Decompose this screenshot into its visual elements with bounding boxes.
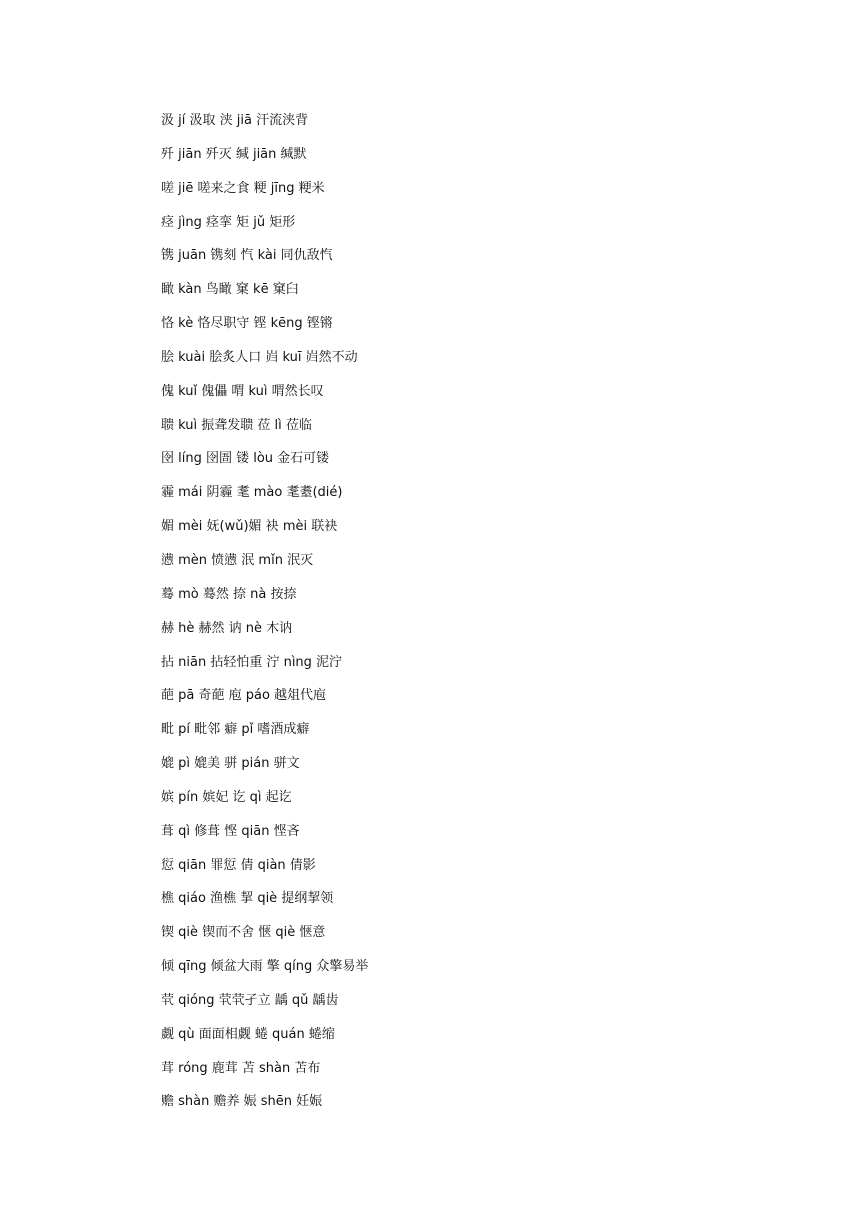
list-item: 脍 kuài 脍炙人口 岿 kuī 岿然不动: [161, 349, 358, 365]
list-item: 愆 qiān 罪愆 倩 qiàn 倩影: [161, 857, 316, 873]
list-item: 瞰 kàn 鸟瞰 窠 kē 窠臼: [161, 282, 299, 298]
list-item: 赡 shàn 赡养 娠 shēn 妊娠: [161, 1094, 323, 1110]
list-item: 懑 mèn 愤懑 泯 mǐn 泯灭: [161, 552, 314, 568]
list-item: 赫 hè 赫然 讷 nè 木讷: [161, 620, 293, 636]
list-item: 葺 qì 修葺 悭 qiān 悭吝: [161, 823, 300, 839]
list-item: 茕 qióng 茕茕孑立 龋 qǔ 龋齿: [161, 992, 339, 1008]
list-item: 傀 kuǐ 傀儡 喟 kuì 喟然长叹: [161, 383, 324, 399]
list-item: 锲 qiè 锲而不舍 惬 qiè 惬意: [161, 925, 326, 941]
list-item: 葩 pā 奇葩 庖 páo 越俎代庖: [161, 688, 327, 704]
list-item: 霾 mái 阴霾 耄 mào 耄耋(dié): [161, 485, 343, 501]
list-item: 茸 róng 鹿茸 苫 shàn 苫布: [161, 1060, 321, 1076]
list-item: 聩 kuì 振聋发聩 莅 lì 莅临: [161, 417, 312, 433]
list-item: 媲 pì 媲美 骈 pián 骈文: [161, 756, 300, 772]
list-item: 媚 mèi 妩(wǔ)媚 袂 mèi 联袂: [161, 519, 338, 535]
list-item: 蓦 mò 蓦然 捺 nà 按捺: [161, 586, 297, 602]
list-item: 镌 juān 镌刻 忾 kài 同仇敌忾: [161, 248, 333, 264]
pronunciation-list: [161, 110, 801, 1125]
list-item: 倾 qīng 倾盆大雨 擎 qíng 众擎易举: [161, 959, 369, 975]
list-item: 嫔 pín 嫔妃 讫 qì 起讫: [161, 789, 292, 805]
list-item: 汲 jí 汲取 浃 jiā 汗流浃背: [161, 113, 309, 128]
list-item: 嗟 jiē 嗟来之食 粳 jīng 粳米: [161, 180, 325, 196]
list-item: 拈 niān 拈轻怕重 泞 nìng 泥泞: [161, 654, 343, 670]
list-item: 毗 pí 毗邻 癖 pǐ 嗜酒成癖: [161, 722, 310, 738]
list-item: 觑 qù 面面相觑 蜷 quán 蜷缩: [161, 1026, 335, 1042]
list-item: 痉 jìng 痉挛 矩 jǔ 矩形: [161, 214, 296, 230]
list-item: 囹 líng 囹圄 镂 lòu 金石可镂: [161, 451, 330, 467]
list-item: 歼 jiān 歼灭 缄 jiān 缄默: [161, 146, 307, 162]
list-item: 恪 kè 恪尽职守 铿 kēng 铿锵: [161, 316, 333, 332]
list-item: 樵 qiáo 渔樵 挈 qiè 提纲挈领: [161, 891, 334, 907]
